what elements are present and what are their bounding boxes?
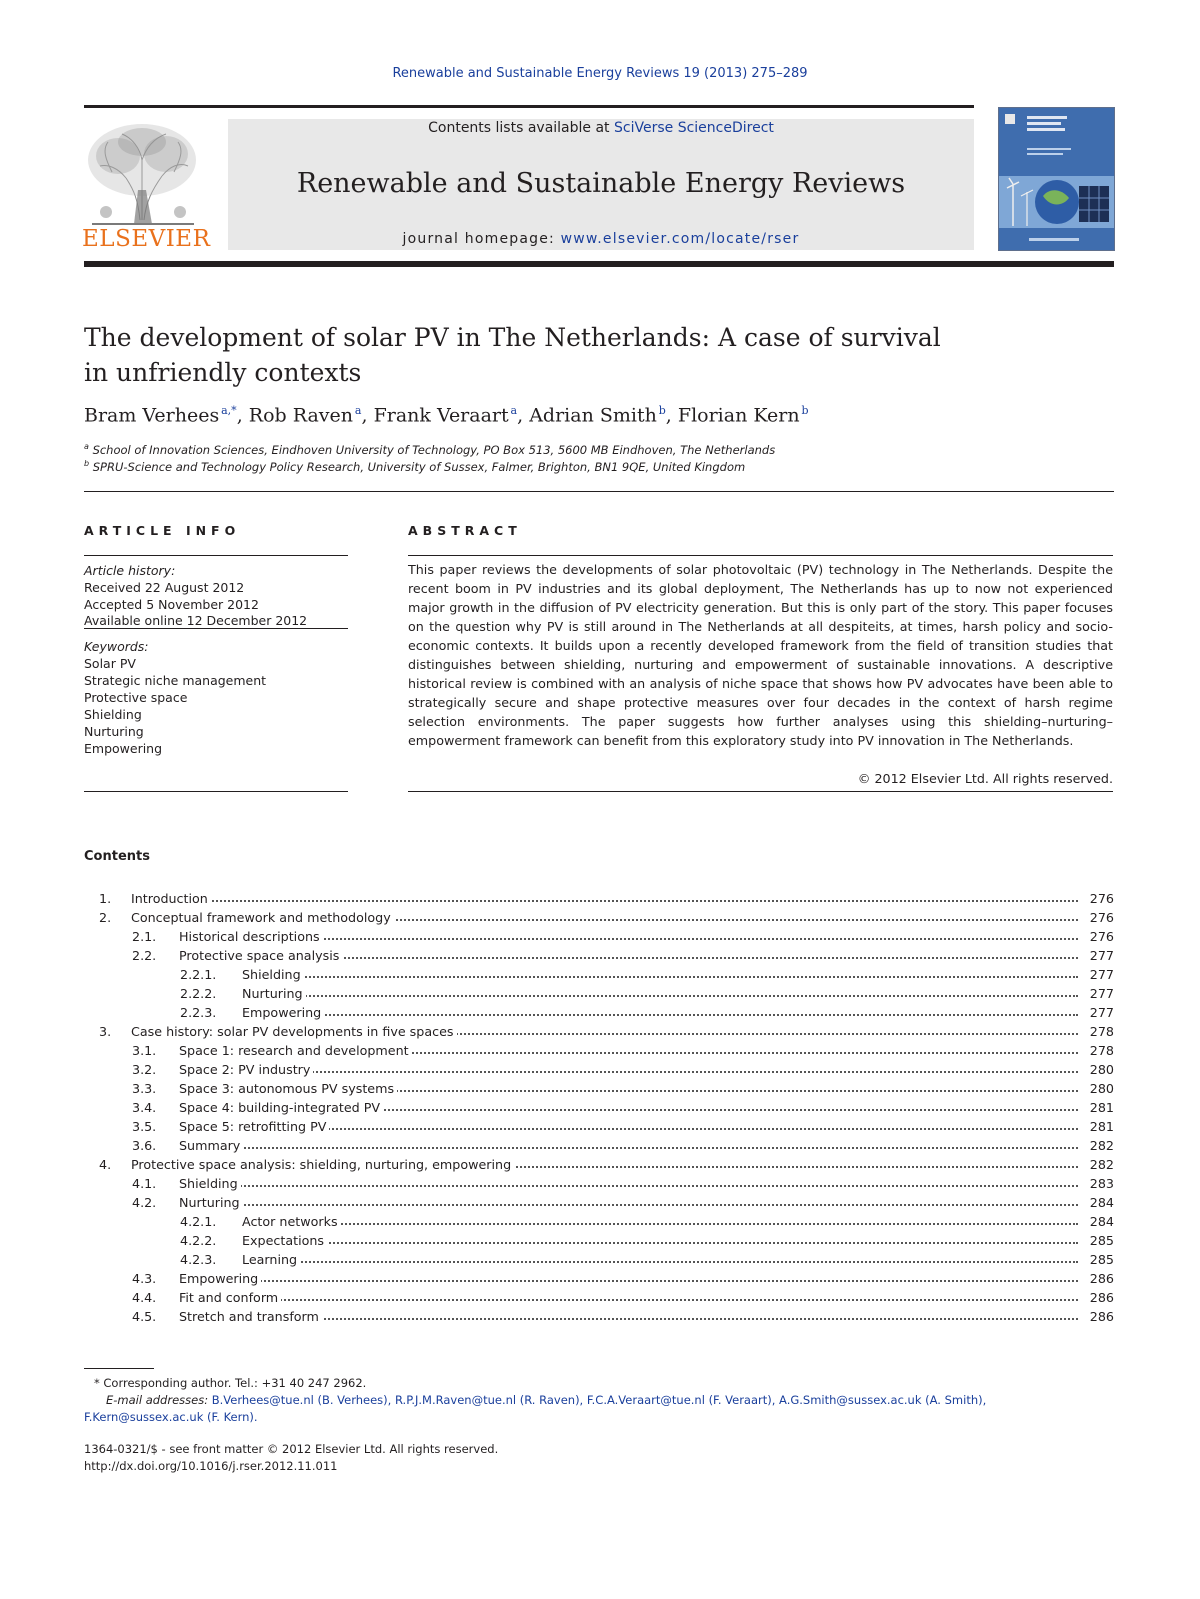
toc-entry-page: 286 (1089, 1309, 1114, 1324)
toc-entry-label: Shielding (242, 967, 304, 982)
toc-entry-label: Nurturing (242, 986, 306, 1001)
online-date: Available online 12 December 2012 (84, 613, 308, 628)
email-list[interactable]: B.Verhees@tue.nl (B. Verhees), R.P.J.M.Raven@tue.nl (R. Raven), F.C.A.Veraart@tue.nl (F. Veraart), A.G.Smith@sussex.ac.uk (A. Smith), (208, 1393, 987, 1407)
affiliation-b (84, 459, 1084, 474)
toc-entry-page: 284 (1089, 1195, 1114, 1210)
toc-entry-leader (179, 1309, 1078, 1324)
author-affiliation-marker[interactable]: b (801, 404, 809, 417)
toc-entry-leader (179, 1176, 1078, 1191)
keywords-label: Keywords: (84, 639, 149, 654)
toc-entry-page: 285 (1089, 1233, 1114, 1248)
author-affiliation-marker[interactable]: b (658, 404, 666, 417)
sciencedirect-link[interactable]: SciVerse ScienceDirect (614, 120, 774, 136)
toc-entry-leader (242, 1252, 1078, 1267)
contents-prefix: Contents lists available at (428, 120, 614, 136)
journal-homepage-line (228, 231, 974, 247)
author-name: Frank Veraart (373, 404, 509, 427)
article-info-rule-bottom (84, 791, 348, 792)
toc-entry-page: 282 (1089, 1138, 1114, 1153)
toc-entry[interactable] (84, 1290, 1114, 1309)
toc-entry-leader (242, 986, 1078, 1001)
author-list: Bram Verhees $^{a,*}$, Rob Raven $^a$, Frank Veraart $^a$, Adrian Smith $^b$, Florian Kern $^b$ (84, 404, 809, 427)
article-title (84, 320, 1034, 390)
toc-entry[interactable] (84, 1157, 1114, 1176)
toc-entry-number: 3.4. (132, 1100, 157, 1115)
article-info-rule-top (84, 555, 348, 556)
toc-entry[interactable] (84, 1100, 1114, 1119)
abstract-rule-bottom (408, 791, 1113, 792)
toc-entry-leader (131, 1157, 1078, 1172)
toc-entry-page: 286 (1089, 1271, 1114, 1286)
toc-entry-leader (242, 1005, 1078, 1020)
toc-entry-label: Fit and conform (179, 1290, 281, 1305)
keyword-item: Shielding (84, 707, 142, 722)
toc-entry-leader (179, 1138, 1078, 1153)
keyword-item: Protective space (84, 690, 188, 705)
author-affiliation-marker[interactable]: a,* (221, 404, 237, 417)
article-history-label: Article history: (84, 563, 176, 578)
toc-entry-page: 281 (1089, 1100, 1114, 1115)
toc-entry-page: 276 (1089, 910, 1114, 925)
toc-entry-page: 286 (1089, 1290, 1114, 1305)
keyword-item: Nurturing (84, 724, 144, 739)
toc-entry[interactable] (84, 910, 1114, 929)
toc-entry-number: 4.1. (132, 1176, 157, 1191)
toc-entry[interactable] (84, 1119, 1114, 1138)
toc-entry-label: Space 1: research and development (179, 1043, 412, 1058)
toc-entry-label: Protective space analysis (179, 948, 342, 963)
toc-entry-leader (179, 929, 1078, 944)
affiliation-a (84, 442, 1084, 457)
author-affiliation-marker[interactable]: a (510, 404, 518, 417)
toc-entry-label: Expectations (242, 1233, 327, 1248)
toc-entry-leader (179, 1043, 1078, 1058)
toc-entry-page: 280 (1089, 1062, 1114, 1077)
toc-entry[interactable] (84, 1271, 1114, 1290)
header-rule-bottom (84, 261, 1114, 267)
toc-entry-number: 2. (99, 910, 112, 925)
toc-entry-label: Space 4: building-integrated PV (179, 1100, 383, 1115)
cover-art (999, 108, 1114, 250)
toc-entry-leader (131, 891, 1078, 906)
toc-entry-number: 4.5. (132, 1309, 157, 1324)
toc-entry-number: 3.3. (132, 1081, 157, 1096)
issn-line: 1364-0321/$ - see front matter © 2012 Elsevier Ltd. All rights reserved. (84, 1442, 499, 1456)
toc-entry[interactable] (84, 967, 1114, 986)
abstract-text: This paper reviews the developments of solar photovoltaic (PV) technology in The Netherlands. Despite the recent boom in PV industries and its global deployment, The Netherlands has up to now not experienced major growth in the diffusion of PV electricity generation. But this is only part of the story. This paper focuses on the question why PV is still around in The Netherlands at all despiteits, at times, harsh policy and socio-economic contexts. It builds upon a recently developed framework from the field of transition studies that distinguishes between shielding, nurturing and empowerment of sustainable innovations. A descriptive historical review is combined with an analysis of niche space that shows how PV advocates have been able to strategically secure and shape protective measures over four decades in the context of harsh regime selection environments. The paper suggests how further analyses using this shielding–nurturing–empowerment framework can benefit from this exploratory study into PV innovation in The Netherlands. (408, 562, 1113, 748)
corresponding-author-note: * Corresponding author. Tel.: +31 40 247 2962. (94, 1376, 367, 1390)
toc-entry-label: Introduction (131, 891, 211, 906)
toc-entry[interactable] (84, 1024, 1114, 1043)
toc-entry-number: 4.2.2. (180, 1233, 217, 1248)
toc-entry-page: 276 (1089, 929, 1114, 944)
running-head[interactable]: Renewable and Sustainable Energy Reviews 19 (2013) 275–289 (392, 66, 808, 81)
toc-entry-leader (179, 1062, 1078, 1077)
toc-entry-label: Empowering (179, 1271, 261, 1286)
toc-entry-number: 3. (99, 1024, 112, 1039)
homepage-prefix: journal homepage: (402, 231, 561, 247)
toc-entry-leader (242, 1233, 1078, 1248)
toc-entry[interactable] (84, 1138, 1114, 1157)
affiliation-marker: a (84, 442, 89, 451)
header-rule-top (84, 105, 974, 108)
toc-entry-page: 277 (1089, 948, 1114, 963)
toc-entry-page: 280 (1089, 1081, 1114, 1096)
abstract-rule-top (408, 555, 1113, 556)
toc-entry-page: 276 (1089, 891, 1114, 906)
toc-entry-number: 3.6. (132, 1138, 157, 1153)
toc-entry-leader (179, 1100, 1078, 1115)
toc-entry-label: Historical descriptions (179, 929, 323, 944)
toc-entry[interactable] (84, 1252, 1114, 1271)
toc-entry-number: 4.4. (132, 1290, 157, 1305)
toc-entry-label: Actor networks (242, 1214, 341, 1229)
toc-entry-leader (131, 1024, 1078, 1039)
email-list-cont[interactable]: F.Kern@sussex.ac.uk (F. Kern). (84, 1410, 258, 1424)
toc-entry[interactable] (84, 929, 1114, 948)
toc-entry[interactable] (84, 1309, 1114, 1328)
email-addresses-note (106, 1393, 1116, 1407)
journal-cover-image[interactable] (998, 107, 1115, 251)
toc-entry-page: 277 (1089, 967, 1114, 982)
affiliation-text: School of Innovation Sciences, Eindhoven University of Technology, PO Box 513, 5600 MB Eindhoven, The Netherlands (92, 442, 776, 457)
toc-entry-label: Conceptual framework and methodology (131, 910, 394, 925)
toc-entry-label: Stretch and transform (179, 1309, 322, 1324)
toc-entry-leader (179, 1119, 1078, 1134)
toc-entry-number: 2.1. (132, 929, 157, 944)
contents-heading: Contents (84, 849, 150, 864)
toc-entry-label: Nurturing (179, 1195, 243, 1210)
abstract-copyright: © 2012 Elsevier Ltd. All rights reserved. (857, 771, 1113, 786)
toc-entry-number: 1. (99, 891, 112, 906)
author-name: Bram Verhees (84, 404, 220, 427)
toc-entry-page: 284 (1089, 1214, 1114, 1229)
toc-entry-number: 3.1. (132, 1043, 157, 1058)
toc-entry-page: 281 (1089, 1119, 1114, 1134)
article-title-line-2: in unfriendly contexts (84, 358, 362, 387)
toc-entry-number: 4.2. (132, 1195, 157, 1210)
author-name: Adrian Smith (529, 404, 657, 427)
toc-entry-leader (242, 1214, 1078, 1229)
article-title-line-1: The development of solar PV in The Netherlands: A case of survival (84, 323, 941, 352)
author-name: Florian Kern (677, 404, 800, 427)
affiliation-text: SPRU-Science and Technology Policy Research, University of Sussex, Falmer, Brighton, BN1 9QE, United Kingdom (92, 459, 746, 474)
toc-entry[interactable] (84, 1233, 1114, 1252)
toc-entry-number: 4.3. (132, 1271, 157, 1286)
toc-entry[interactable] (84, 948, 1114, 967)
toc-entry-label: Shielding (179, 1176, 241, 1191)
toc-entry[interactable] (84, 1005, 1114, 1024)
toc-entry[interactable] (84, 1214, 1114, 1233)
toc-entry-label: Space 5: retrofitting PV (179, 1119, 329, 1134)
toc-entry-leader (179, 1195, 1078, 1210)
abstract-heading: ABSTRACT (408, 523, 522, 538)
toc-entry-label: Protective space analysis: shielding, nurturing, empowering (131, 1157, 514, 1172)
article-info-heading: ARTICLE INFO (84, 523, 241, 538)
toc-entry-leader (242, 967, 1078, 982)
accepted-date: Accepted 5 November 2012 (84, 597, 259, 612)
received-date: Received 22 August 2012 (84, 580, 245, 595)
toc-entry-leader (179, 948, 1078, 963)
journal-homepage-link[interactable]: www.elsevier.com/locate/rser (560, 231, 800, 247)
toc-entry-leader (131, 910, 1078, 925)
doi-link[interactable]: http://dx.doi.org/10.1016/j.rser.2012.11.011 (84, 1459, 338, 1473)
toc-entry-label: Learning (242, 1252, 300, 1267)
elsevier-wordmark: ELSEVIER (82, 226, 211, 252)
affiliation-marker: b (84, 459, 90, 468)
toc-entry-leader (179, 1271, 1078, 1286)
keyword-item: Solar PV (84, 656, 136, 671)
author-name: Rob Raven (248, 404, 354, 427)
toc-entry-number: 2.2.1. (180, 967, 217, 982)
toc-entry[interactable] (84, 891, 1114, 910)
toc-entry-page: 277 (1089, 986, 1114, 1001)
contents-available-line (228, 120, 974, 136)
toc-entry-leader (179, 1081, 1078, 1096)
toc-entry-page: 278 (1089, 1024, 1114, 1039)
toc-entry[interactable] (84, 1195, 1114, 1214)
keyword-item: Empowering (84, 741, 163, 756)
email-label: E-mail addresses: (106, 1393, 209, 1407)
toc-entry[interactable] (84, 1043, 1114, 1062)
toc-entry-number: 4.2.1. (180, 1214, 217, 1229)
toc-entry-number: 2.2. (132, 948, 157, 963)
toc-entry-number: 3.2. (132, 1062, 157, 1077)
toc-entry[interactable] (84, 1081, 1114, 1100)
journal-title: Renewable and Sustainable Energy Reviews (296, 168, 906, 199)
toc-entry-page: 282 (1089, 1157, 1114, 1172)
toc-entry[interactable] (84, 1062, 1114, 1081)
toc-entry[interactable] (84, 1176, 1114, 1195)
toc-entry-number: 4. (99, 1157, 112, 1172)
toc-entry-number: 2.2.3. (180, 1005, 217, 1020)
toc-entry-label: Space 3: autonomous PV systems (179, 1081, 397, 1096)
toc-entry-number: 2.2.2. (180, 986, 217, 1001)
toc-entry-label: Summary (179, 1138, 243, 1153)
toc-entry[interactable] (84, 986, 1114, 1005)
keyword-item: Strategic niche management (84, 673, 267, 688)
toc-entry-label: Space 2: PV industry (179, 1062, 313, 1077)
toc-entry-label: Empowering (242, 1005, 324, 1020)
email-addresses-note-cont (84, 1410, 1114, 1424)
footnote-rule (84, 1368, 154, 1369)
toc-entry-number: 3.5. (132, 1119, 157, 1134)
toc-entry-number: 4.2.3. (180, 1252, 217, 1267)
toc-entry-page: 283 (1089, 1176, 1114, 1191)
article-info-rule-middle (84, 628, 348, 629)
author-affiliation-marker[interactable]: a (354, 404, 362, 417)
front-matter-rule (84, 491, 1114, 492)
toc-entry-label: Case history: solar PV developments in five spaces (131, 1024, 457, 1039)
toc-entry-page: 278 (1089, 1043, 1114, 1058)
toc-entry-leader (179, 1290, 1078, 1305)
toc-entry-page: 285 (1089, 1252, 1114, 1267)
toc-entry-page: 277 (1089, 1005, 1114, 1020)
